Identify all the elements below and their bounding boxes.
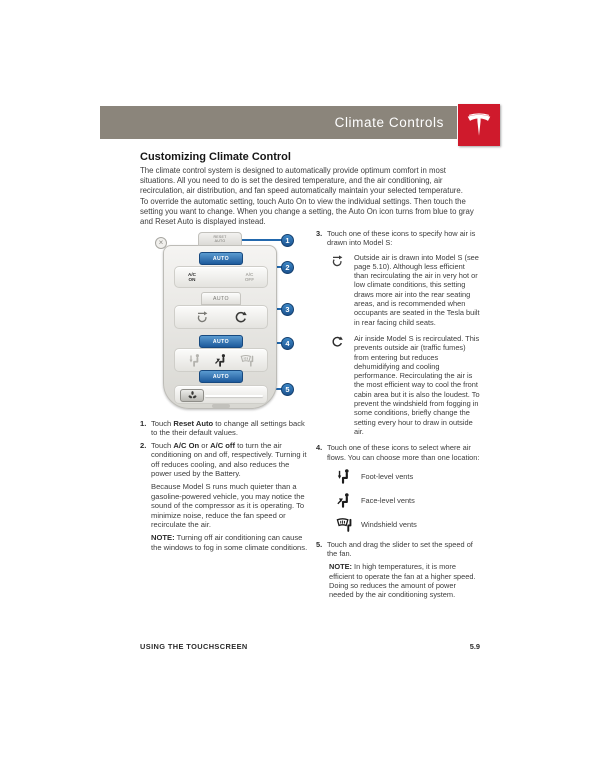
section-heading: Customizing Climate Control <box>140 151 291 163</box>
auto-button-vents: AUTO <box>199 335 243 348</box>
item-number: 1. <box>140 419 147 428</box>
fan-speed-slider <box>174 385 268 404</box>
ac-on-line1: A/C <box>188 271 196 277</box>
note-label: NOTE: <box>329 562 352 572</box>
list-item-3 <box>316 229 481 248</box>
item-text: Touch one of these icons to select where air flows. You can choose more than one location: <box>327 443 480 462</box>
item1-post: to change all settings back to the their default values. <box>151 419 305 438</box>
recirculate-icon <box>330 334 348 436</box>
callout-badge-1: 1 <box>281 234 294 247</box>
tesla-logo-icon <box>458 104 500 146</box>
intro-paragraph-1: The climate control system is designed to automatically provide optimum comfort in most situations. All you need to do is set the desired temperature, and the air conditioning, air recirculation, air distribution, and fan speed automatically maintain your selected temperature. <box>140 166 463 195</box>
item2-post: to turn the air conditioning on and off, respectively. Turning it off reduces cooling, and also reduces the power used by the Battery. <box>151 440 307 479</box>
footer-section-label: USING THE TOUCHSCREEN <box>140 642 248 651</box>
auto-button-fan: AUTO <box>199 370 243 383</box>
note-label: NOTE: <box>151 533 175 543</box>
foot-vent-icon <box>336 468 352 485</box>
fan-slider-handle <box>180 389 204 402</box>
climate-control-panel <box>163 245 277 409</box>
outside-air-text: Outside air is drawn into Model S (see page 5.10). Although less efficient than recirculating the air in very hot or low climate conditions, this setting draws more air into the rear seating areas, and is recommended when occupants are seated in the Tesla built in rear facing child seats. <box>354 252 480 327</box>
vent-row-foot <box>336 468 481 486</box>
item-text: Touch and drag the slider to set the speed of the fan. <box>327 539 473 559</box>
list-item-2 <box>140 441 312 479</box>
header-bar <box>100 106 457 139</box>
outside-air-icon <box>330 253 348 327</box>
list-item-5 <box>316 540 481 559</box>
vent-label: Foot-level vents <box>361 472 414 482</box>
item-number: 2. <box>140 440 147 450</box>
windshield-vent-icon <box>336 516 352 533</box>
list-item-4 <box>316 443 481 462</box>
reset-auto-tab <box>198 232 242 246</box>
callout-badge-5: 5 <box>281 383 294 396</box>
reset-auto-label-line2: AUTO <box>214 239 226 244</box>
outside-air-icon <box>195 310 210 325</box>
item2-mid: or <box>199 440 211 450</box>
callout-badge-3: 3 <box>281 303 294 316</box>
close-icon: × <box>155 237 167 249</box>
left-column-list <box>140 419 312 556</box>
item-number: 5. <box>316 539 323 549</box>
foot-vent-button-icon <box>188 353 201 368</box>
fan-icon <box>188 391 197 400</box>
note-text: Turning off air conditioning can cause the windows to fog in some climate conditions. <box>151 533 308 552</box>
item2-note <box>151 533 312 552</box>
vent-label: Windshield vents <box>361 520 417 530</box>
vent-row-face <box>336 492 481 510</box>
air-intake-row <box>174 305 268 329</box>
ac-on-off-row <box>174 266 268 288</box>
item-number: 4. <box>316 443 323 453</box>
note-text: In high temperatures, it is more efficient to operate the fan at a higher speed. Doing so reduces the amount of power needed by the air conditioning system. <box>329 562 476 600</box>
page-footer <box>140 642 480 651</box>
vent-row-windshield <box>336 516 481 534</box>
ac-on-line2: ON <box>188 277 196 282</box>
item1-control-name: Reset Auto <box>173 419 214 428</box>
item-text <box>151 441 312 479</box>
right-column-list <box>316 229 481 604</box>
recirculate-bullet <box>330 334 481 436</box>
ac-on-button <box>188 272 196 283</box>
ac-off-line2: OFF <box>244 277 254 282</box>
list-item-1 <box>140 419 312 438</box>
item-text: Touch one of these icons to specify how air is drawn into Model S: <box>327 229 476 248</box>
windshield-vent-button-icon <box>240 353 255 368</box>
item2-pre: Touch <box>151 440 174 450</box>
climate-panel-figure <box>150 231 322 419</box>
panel-bottom-notch <box>212 404 230 408</box>
page-title: Climate Controls <box>334 115 444 130</box>
vent-label: Face-level vents <box>361 496 415 506</box>
auto-button-ac: AUTO <box>199 252 243 265</box>
item2-control-name-2: A/C off <box>210 440 235 450</box>
item1-pre: Touch <box>151 419 174 428</box>
recirculate-text: Air inside Model S is recirculated. This prevents outside air (traffic fumes) from entering but reduces dehumidifying and cooling performance. Recirculating the air is the most efficient way to cool the front cabin area but it is also the loudest. To prevent the windshield from fogging in some conditions, briefly change the setting every hour to draw in outside air. <box>354 333 480 436</box>
callout-badge-2: 2 <box>281 261 294 274</box>
callout-line-1 <box>240 239 284 241</box>
intro-paragraph-2: To override the automatic setting, touch Auto On to view the individual settings. Then touch the setting you want to change. When you change a setting, the Auto On icon turns from blue to gray and Reset Auto is displayed instead. <box>140 197 474 226</box>
outside-air-bullet <box>330 253 481 327</box>
item-number: 3. <box>316 229 323 238</box>
face-vent-button-icon <box>214 353 227 368</box>
fan-slider-track <box>205 395 263 397</box>
ac-off-button <box>245 272 254 283</box>
tesla-t-glyph <box>464 110 494 140</box>
page-number: 5.9 <box>469 642 480 651</box>
auto-tab-recirculation: AUTO <box>201 292 241 305</box>
item2-paragraph: Because Model S runs much quieter than a gasoline-powered vehicle, you may notice the sound of the compressor as it is operating. To minimize noise, reduce the fan speed or recirculate the air. <box>151 482 305 530</box>
reset-auto-label-line1: RESET <box>213 235 227 239</box>
item-text <box>151 419 312 438</box>
ac-off-line1: A/C <box>245 271 254 277</box>
callout-badge-4: 4 <box>281 337 294 350</box>
item5-note <box>329 562 481 599</box>
item2-control-name-1: A/C On <box>173 440 200 450</box>
face-vent-icon <box>336 492 352 509</box>
recirculate-icon <box>233 310 248 325</box>
air-distribution-row <box>174 348 268 372</box>
